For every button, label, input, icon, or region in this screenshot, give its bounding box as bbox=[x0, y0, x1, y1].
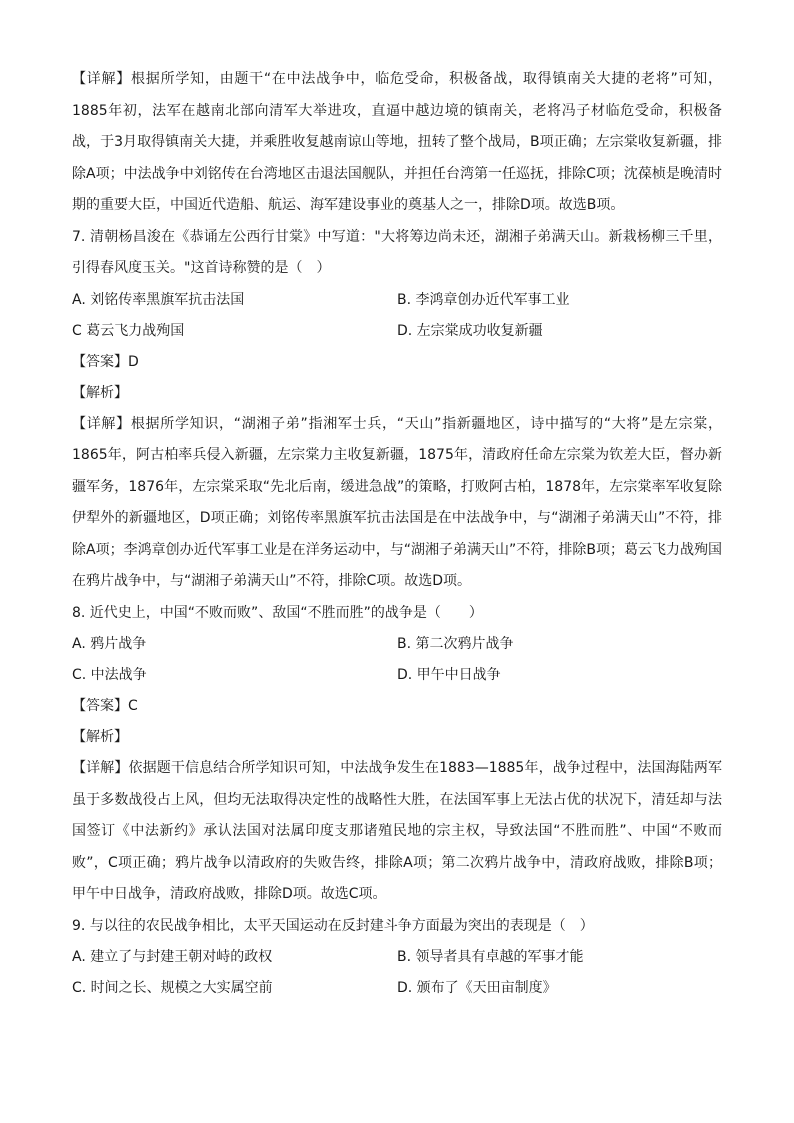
q9-option-a: A. 建立了与封建王朝对峙的政权 bbox=[72, 949, 273, 965]
q6-detail: 【详解】根据所学知，由题干“在中法战争中，临危受命，积极备战，取得镇南关大捷的老将”可知，1885年初，法军在越南北部向清军大举进攻，直逼中越边境的镇南关，老将冯子材临危受命，积极备战，于3月取得镇南关大捷，并乘胜收复越南谅山等地，扭转了整个战局，B项正确；左宗棠收复新疆，排除A项；中法战争中刘铭传在台湾地区击退法国舰队，并担任台湾第一任巡抚，排除C项；沈葆桢是晚清时期的重要大臣，中国近代造船、航运、海军建设事业的奠基人之一，排除D项。故选B项。 bbox=[72, 71, 722, 213]
q8-analysis-label: 【解析】 bbox=[72, 729, 128, 745]
q7-analysis-label: 【解析】 bbox=[72, 384, 128, 401]
document-page bbox=[72, 64, 722, 1004]
q8-answer: 【答案】C bbox=[72, 698, 138, 714]
q7-stem: 7. 清朝杨昌浚在《恭诵左公西行甘棠》中写道："大将筹边尚未还，湖湘子弟满天山。新栽杨柳三千里，引得春风度玉关。"这首诗称赞的是（ ） bbox=[72, 228, 722, 276]
q9-options-row-1 bbox=[72, 942, 722, 973]
q7-option-a: A. 刘铭传率黑旗军抗击法国 bbox=[72, 291, 245, 308]
q9-option-d: D. 颁布了《天田亩制度》 bbox=[397, 980, 557, 996]
q8-stem: 8. 近代史上，中国“不败而败”、敌国“不胜而胜”的战争是（ ） bbox=[72, 604, 483, 621]
q7-option-d: D. 左宗棠成功收复新疆 bbox=[397, 322, 543, 339]
q7-option-b: B. 李鸿章创办近代军事工业 bbox=[397, 291, 570, 308]
q8-options-row-2 bbox=[72, 660, 722, 691]
q7-options-row-1 bbox=[72, 285, 722, 316]
q8-option-d: D. 甲午中日战争 bbox=[397, 667, 501, 683]
q9-option-c: C. 时间之长、规模之大实属空前 bbox=[72, 980, 273, 996]
q8-option-b: B. 第二次鸦片战争 bbox=[397, 636, 514, 652]
q8-options-row-1 bbox=[72, 629, 722, 660]
q8-option-c: C. 中法战争 bbox=[72, 667, 147, 683]
q8-option-a: A. 鸦片战争 bbox=[72, 636, 147, 652]
q7-options-row-2 bbox=[72, 316, 722, 347]
q8-detail: 【详解】依据题干信息结合所学知识可知，中法战争发生在1883—1885年，战争过程中，法国海陆两军虽于多数战役占上风，但均无法取得决定性的战略性大胜，在法国军事上无法占优的状况下，清廷却与法国签订《中法新约》承认法国对法属印度支那诸殖民地的宗主权，导致法国“不胜而胜”、中国“不败而败”，C项正确；鸦片战争以清政府的失败告终，排除A项；第二次鸦片战争中，清政府战败，排除B项；甲午中日战争，清政府战败，排除D项。故选C项。 bbox=[72, 760, 722, 902]
q9-option-b: B. 领导者具有卓越的军事才能 bbox=[397, 949, 584, 965]
q7-option-c: C 葛云飞力战殉国 bbox=[72, 322, 185, 339]
q7-answer: 【答案】D bbox=[72, 353, 139, 370]
q9-options-row-2 bbox=[72, 973, 722, 1004]
q9-stem: 9. 与以往的农民战争相比，太平天国运动在反封建斗争方面最为突出的表现是（ ） bbox=[72, 917, 594, 934]
q7-detail: 【详解】根据所学知识，“湖湘子弟”指湘军士兵，“天山”指新疆地区，诗中描写的“大将”是左宗棠，1865年，阿古柏率兵侵入新疆，左宗棠力主收复新疆，1875年，清政府任命左宗棠为钦差大臣，督办新疆军务，1876年，左宗棠采取“先北后南，缓进急战”的策略，打败阿古柏，1878年，左宗棠率军收复除伊犁外的新疆地区，D项正确；刘铭传率黑旗军抗击法国是在中法战争中，与“湖湘子弟满天山”不符，排除A项；李鸿章创办近代军事工业是在洋务运动中，与“湖湘子弟满天山”不符，排除B项；葛云飞力战殉国在鸦片战争中，与“湖湘子弟满天山”不符，排除C项。故选D项。 bbox=[72, 415, 722, 589]
